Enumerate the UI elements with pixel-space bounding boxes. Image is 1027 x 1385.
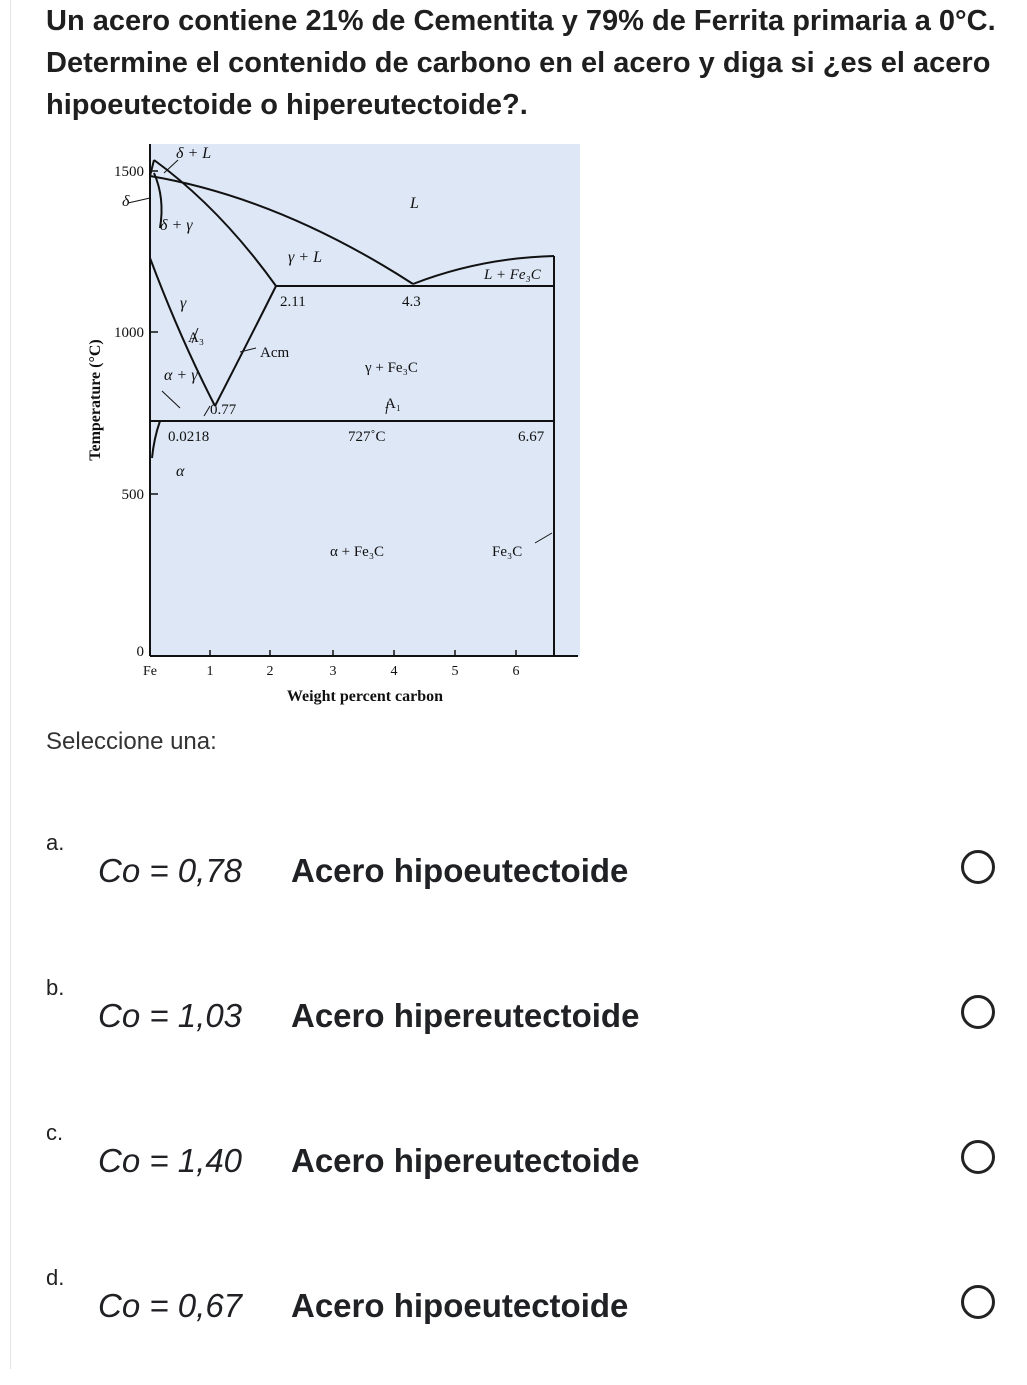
label-0-77: 0.77 bbox=[210, 402, 237, 418]
y-axis-title: Temperature (°C) bbox=[87, 339, 104, 461]
radio-button-d[interactable] bbox=[961, 1285, 995, 1319]
option-b[interactable] bbox=[0, 975, 1027, 1095]
option-text: Acero hipoeutectoide bbox=[291, 1287, 629, 1324]
radio-button-a[interactable] bbox=[961, 850, 995, 884]
label-alpha-gamma: α + γ bbox=[164, 367, 198, 384]
fe-c-phase-diagram bbox=[80, 138, 590, 718]
option-equation: Co = 0,78 bbox=[98, 852, 243, 889]
option-letter: a. bbox=[46, 830, 65, 855]
label-liquid: L bbox=[410, 195, 419, 212]
label-gamma: γ bbox=[180, 295, 187, 312]
option-equation: Co = 1,03 bbox=[98, 997, 243, 1034]
option-d[interactable] bbox=[0, 1265, 1027, 1385]
label-a3: A₃ bbox=[188, 330, 205, 346]
option-c[interactable] bbox=[0, 1120, 1027, 1240]
label-fe3c: Fe₃C bbox=[492, 544, 523, 560]
x-axis-title: Weight percent carbon bbox=[286, 688, 444, 705]
x-tick-label: 3 bbox=[329, 664, 337, 679]
option-text: Acero hipereutectoide bbox=[291, 997, 640, 1034]
option-text: Acero hipereutectoide bbox=[291, 1142, 640, 1179]
label-alpha-fe3c: α + Fe₃C bbox=[330, 544, 385, 560]
select-prompt: Seleccione una: bbox=[46, 728, 217, 755]
x-tick-label: 4 bbox=[390, 664, 398, 679]
label-gamma-l: γ + L bbox=[288, 249, 322, 266]
label-delta-gamma: δ + γ bbox=[160, 217, 193, 234]
label-727: 727˚C bbox=[348, 429, 386, 445]
label-delta: δ bbox=[122, 193, 130, 210]
x-tick-label: Fe bbox=[143, 664, 157, 679]
option-a[interactable] bbox=[0, 830, 1027, 950]
question-text: Un acero contiene 21% de Cementita y 79% de Ferrita primaria a 0°C. Determine el contenido de carbono en el acero y diga si ¿es el acero hipoeutectoide o hipereutectoide?. bbox=[46, 5, 996, 121]
label-acm: Acm bbox=[260, 345, 290, 361]
label-gamma-fe3c: γ + Fe₃C bbox=[365, 360, 418, 376]
label-delta-l: δ + L bbox=[176, 145, 212, 162]
option-letter: b. bbox=[46, 975, 65, 1000]
label-a1: A₁ bbox=[385, 396, 402, 412]
y-tick-label: 0 bbox=[136, 644, 144, 660]
x-tick-label: 2 bbox=[266, 664, 274, 679]
radio-button-c[interactable] bbox=[961, 1140, 995, 1174]
plot-background bbox=[150, 144, 580, 656]
label-l-fe3c: L + Fe₃C bbox=[484, 267, 541, 283]
label-6-67: 6.67 bbox=[518, 429, 545, 445]
option-text: Acero hipoeutectoide bbox=[291, 852, 629, 889]
label-0-0218: 0.0218 bbox=[168, 429, 210, 445]
x-tick-label: 6 bbox=[512, 664, 520, 679]
label-alpha: α bbox=[176, 463, 185, 480]
label-4-3: 4.3 bbox=[402, 294, 421, 310]
option-letter: d. bbox=[46, 1265, 65, 1290]
y-tick-label: 1500 bbox=[114, 164, 144, 180]
label-2-11: 2.11 bbox=[280, 294, 306, 310]
x-tick-label: 5 bbox=[451, 664, 459, 679]
x-tick-label: 1 bbox=[206, 664, 214, 679]
y-tick-label: 1000 bbox=[114, 325, 144, 341]
y-tick-label: 500 bbox=[121, 487, 144, 503]
option-equation: Co = 0,67 bbox=[98, 1287, 243, 1324]
radio-button-b[interactable] bbox=[961, 995, 995, 1029]
option-letter: c. bbox=[46, 1120, 64, 1145]
option-equation: Co = 1,40 bbox=[98, 1142, 243, 1179]
